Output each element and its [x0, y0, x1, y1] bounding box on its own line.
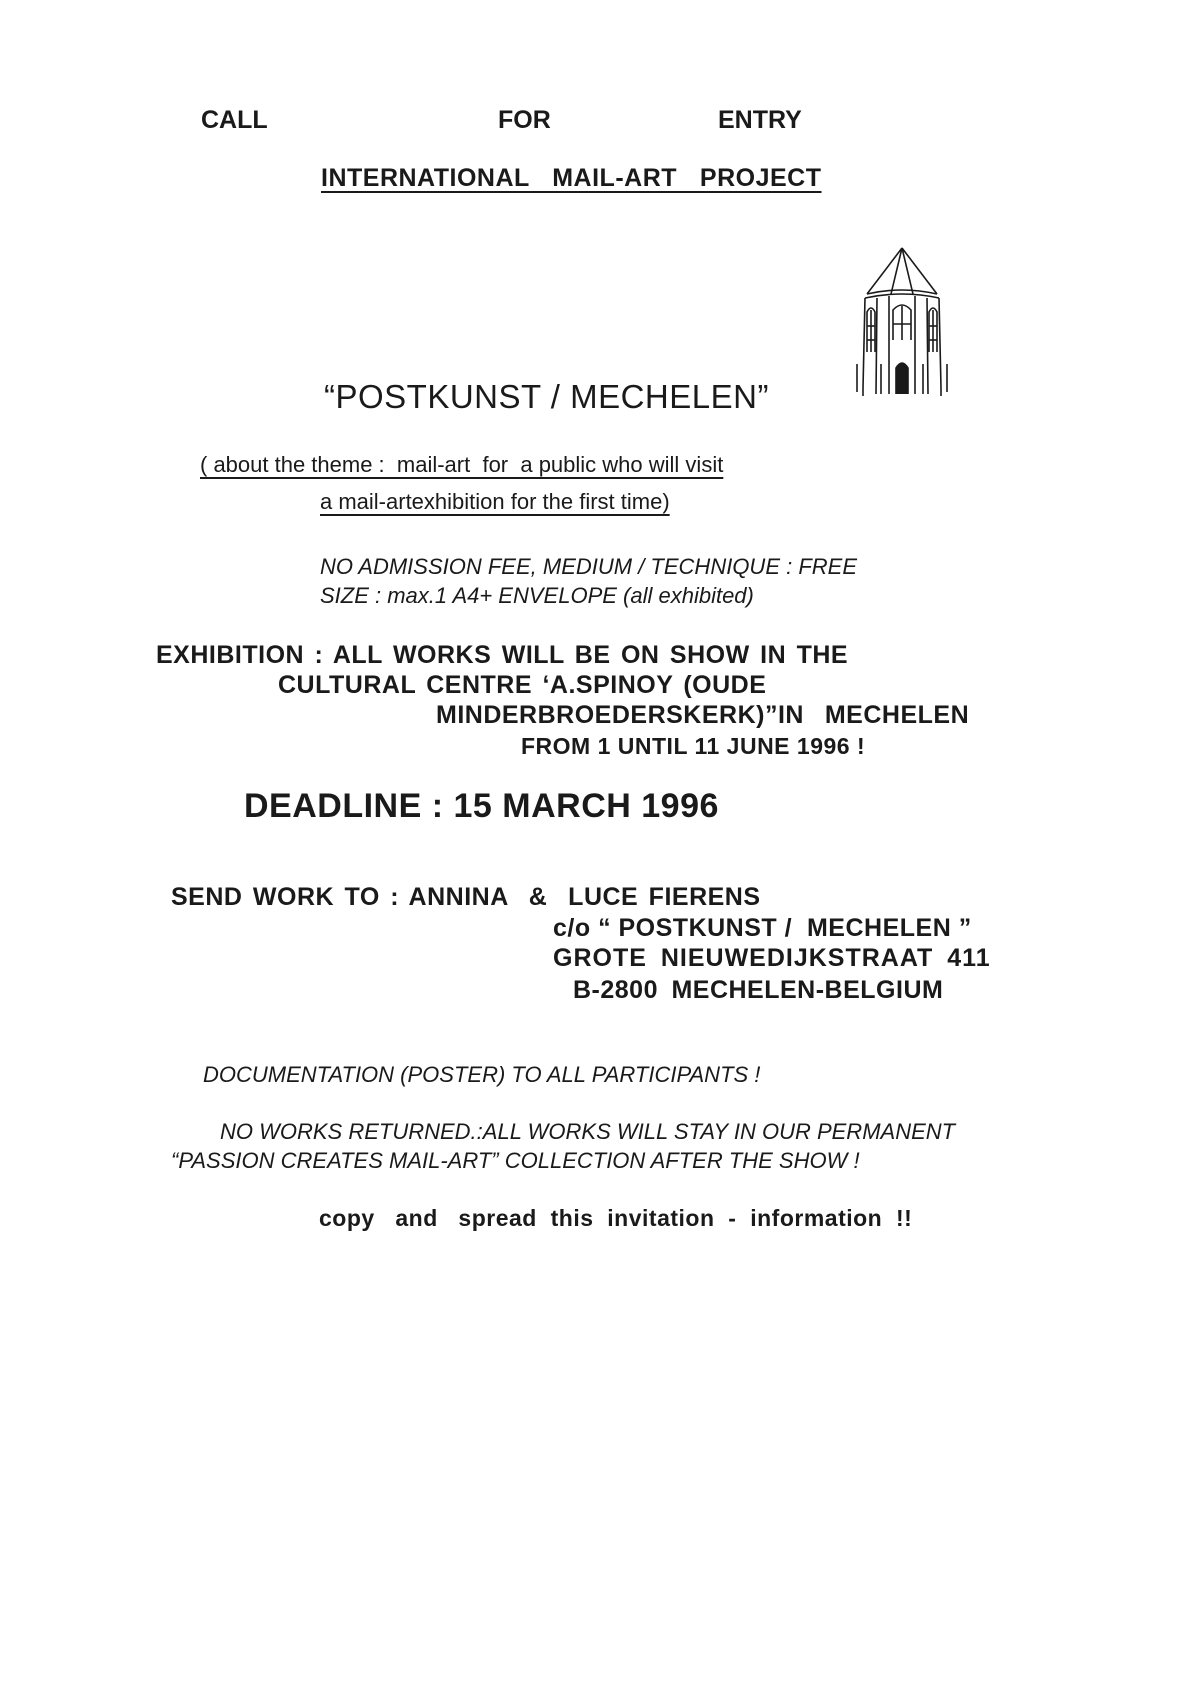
deadline: DEADLINE : 15 MARCH 1996 — [244, 787, 719, 825]
documentation-note: DOCUMENTATION (POSTER) TO ALL PARTICIPANTS ! — [203, 1062, 761, 1087]
size-conditions: SIZE : max.1 A4+ ENVELOPE (all exhibited) — [320, 583, 754, 608]
header-call: CALL — [201, 106, 268, 134]
church-tower-icon — [838, 226, 948, 382]
theme-line-1: ( about the theme : mail-art for a public who will visit — [200, 452, 724, 477]
returned-note-2: “PASSION CREATES MAIL-ART” COLLECTION AFTER THE SHOW ! — [171, 1148, 860, 1173]
exhibition-line-2: CULTURAL CENTRE ‘A.SPINOY (OUDE — [278, 671, 767, 699]
address-line-3: B-2800 MECHELEN-BELGIUM — [573, 976, 944, 1004]
returned-note-1: NO WORKS RETURNED.:ALL WORKS WILL STAY IN OUR PERMANENT — [220, 1119, 956, 1144]
address-line-2: GROTE NIEUWEDIJKSTRAAT 411 — [553, 944, 991, 972]
header-entry: ENTRY — [718, 106, 802, 134]
project-heading: INTERNATIONAL MAIL-ART PROJECT — [321, 164, 822, 192]
send-work-to: SEND WORK TO : ANNINA & LUCE FIERENS — [171, 883, 761, 911]
exhibition-title: “POSTKUNST / MECHELEN” — [324, 378, 769, 415]
exhibition-line-1: EXHIBITION : ALL WORKS WILL BE ON SHOW IN THE — [156, 641, 849, 669]
exhibition-line-3: MINDERBROEDERSKERK)”IN MECHELEN — [436, 701, 970, 729]
fee-conditions: NO ADMISSION FEE, MEDIUM / TECHNIQUE : FREE — [320, 554, 858, 579]
header-for: FOR — [498, 106, 551, 134]
spread-footer: copy and spread this invitation - information !! — [319, 1205, 913, 1231]
address-line-1: c/o “ POSTKUNST / MECHELEN ” — [553, 914, 972, 942]
exhibition-dates: FROM 1 UNTIL 11 JUNE 1996 ! — [521, 733, 866, 759]
theme-line-2: a mail-artexhibition for the first time) — [320, 489, 670, 514]
